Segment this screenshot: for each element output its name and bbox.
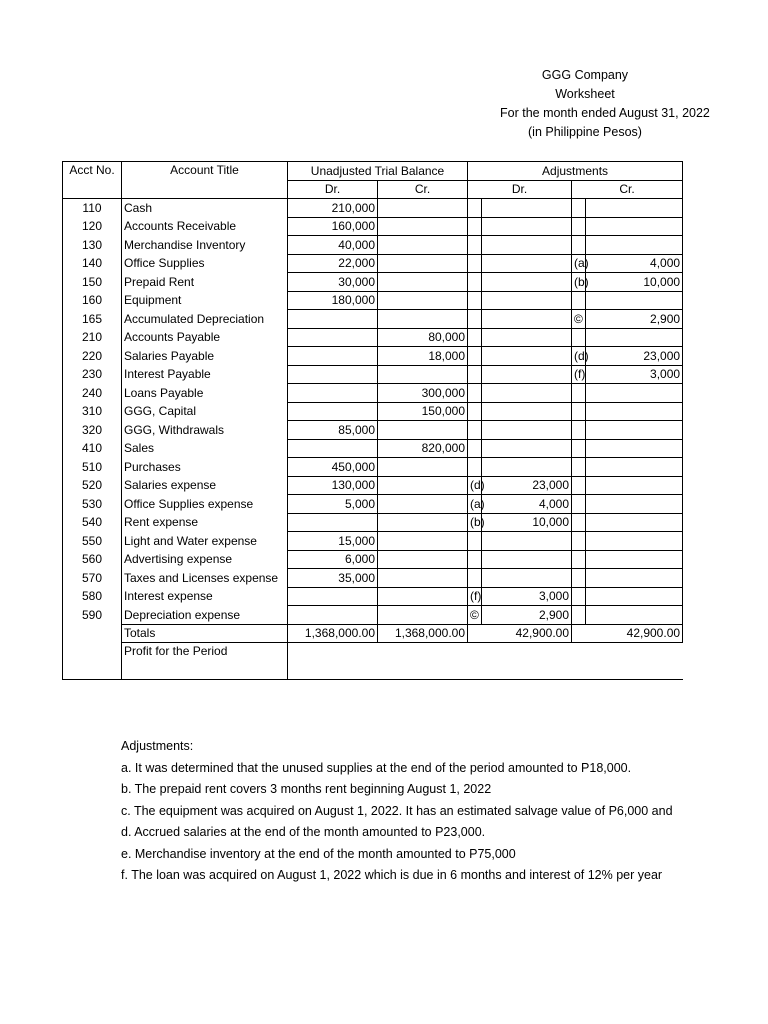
adj-credit <box>586 421 683 440</box>
adj-debit-ref: © <box>468 606 482 625</box>
adj-debit <box>482 328 572 347</box>
table-row <box>63 513 683 532</box>
total-adj-debit: 42,900.00 <box>468 624 572 643</box>
adj-debit <box>482 550 572 569</box>
account-title: Purchases <box>122 458 288 477</box>
adj-credit-ref: (f) <box>572 365 586 384</box>
adj-credit <box>586 402 683 421</box>
utb-credit <box>378 476 468 495</box>
utb-credit: 300,000 <box>378 384 468 403</box>
adj-debit: 23,000 <box>482 476 572 495</box>
adj-credit-ref <box>572 328 586 347</box>
adj-credit-ref <box>572 402 586 421</box>
account-number: 570 <box>63 569 122 588</box>
adj-credit-ref <box>572 384 586 403</box>
adjustment-note-c: c. The equipment was acquired on August 1, 2022. It has an estimated salvage value of P6,000 and <box>121 803 673 818</box>
adj-debit: 10,000 <box>482 513 572 532</box>
adj-credit: 2,900 <box>586 310 683 329</box>
account-title: Sales <box>122 439 288 458</box>
account-title: Prepaid Rent <box>122 273 288 292</box>
utb-credit <box>378 532 468 551</box>
account-number: 160 <box>63 291 122 310</box>
adj-debit <box>482 384 572 403</box>
account-number: 590 <box>63 606 122 625</box>
utb-debit <box>288 402 378 421</box>
adj-debit <box>482 402 572 421</box>
account-number: 150 <box>63 273 122 292</box>
utb-credit <box>378 421 468 440</box>
adj-debit-ref <box>468 532 482 551</box>
account-title: Accounts Receivable <box>122 217 288 236</box>
adj-credit-ref <box>572 458 586 477</box>
utb-debit <box>288 606 378 625</box>
account-number: 560 <box>63 550 122 569</box>
adj-credit-ref <box>572 439 586 458</box>
utb-credit <box>378 606 468 625</box>
acct-no-header: Acct No. <box>63 162 122 199</box>
adj-credit <box>586 458 683 477</box>
utb-credit <box>378 254 468 273</box>
utb-debit <box>288 513 378 532</box>
adj-debit-ref <box>468 310 482 329</box>
adj-dr-header: Dr. <box>468 180 572 199</box>
table-row <box>63 495 683 514</box>
table-row <box>63 254 683 273</box>
adj-credit <box>586 587 683 606</box>
utb-debit <box>288 310 378 329</box>
profit-label: Profit for the Period <box>122 643 288 680</box>
totals-acct-blank <box>63 624 122 643</box>
account-title: Interest Payable <box>122 365 288 384</box>
utb-debit: 5,000 <box>288 495 378 514</box>
adj-cr-header: Cr. <box>572 180 683 199</box>
account-title: Office Supplies expense <box>122 495 288 514</box>
account-title: Taxes and Licenses expense <box>122 569 288 588</box>
table-row <box>63 476 683 495</box>
account-title: Salaries Payable <box>122 347 288 366</box>
account-title: Merchandise Inventory <box>122 236 288 255</box>
adj-credit-ref: (b) <box>572 273 586 292</box>
account-title: GGG, Capital <box>122 402 288 421</box>
adj-debit <box>482 439 572 458</box>
adj-debit <box>482 310 572 329</box>
account-number: 120 <box>63 217 122 236</box>
utb-debit <box>288 587 378 606</box>
adj-debit-ref <box>468 328 482 347</box>
account-title: Cash <box>122 199 288 218</box>
adjustment-note-d: d. Accrued salaries at the end of the month amounted to P23,000. <box>121 825 486 839</box>
adj-credit-ref <box>572 291 586 310</box>
utb-credit <box>378 291 468 310</box>
table-row <box>63 550 683 569</box>
utb-dr-header: Dr. <box>288 180 378 199</box>
adj-credit-ref <box>572 532 586 551</box>
adj-credit-ref: © <box>572 310 586 329</box>
table-row <box>63 199 683 218</box>
utb-debit <box>288 439 378 458</box>
adj-credit-ref <box>572 199 586 218</box>
adj-debit: 2,900 <box>482 606 572 625</box>
utb-credit <box>378 217 468 236</box>
adj-debit <box>482 569 572 588</box>
adj-credit <box>586 439 683 458</box>
account-number: 520 <box>63 476 122 495</box>
worksheet-header <box>500 66 710 142</box>
adj-debit-ref <box>468 217 482 236</box>
table-row <box>63 532 683 551</box>
utb-credit: 150,000 <box>378 402 468 421</box>
adj-credit <box>586 291 683 310</box>
utb-debit: 22,000 <box>288 254 378 273</box>
adj-credit-ref <box>572 495 586 514</box>
adjustments-heading: Adjustments: <box>121 739 194 753</box>
adj-credit <box>586 476 683 495</box>
account-number: 140 <box>63 254 122 273</box>
account-number: 210 <box>63 328 122 347</box>
adj-credit <box>586 606 683 625</box>
utb-credit <box>378 199 468 218</box>
adj-credit <box>586 495 683 514</box>
adjustment-note-f: f. The loan was acquired on August 1, 2022 which is due in 6 months and interest of 12% per year <box>121 868 663 882</box>
utb-debit: 130,000 <box>288 476 378 495</box>
totals-label: Totals <box>122 624 288 643</box>
adj-debit-ref <box>468 347 482 366</box>
utb-debit: 85,000 <box>288 421 378 440</box>
adj-debit-ref <box>468 236 482 255</box>
adj-debit <box>482 236 572 255</box>
table-row <box>63 236 683 255</box>
utb-debit: 15,000 <box>288 532 378 551</box>
adj-debit <box>482 458 572 477</box>
adj-credit <box>586 236 683 255</box>
table-row <box>63 569 683 588</box>
adj-debit <box>482 532 572 551</box>
adj-debit-ref <box>468 421 482 440</box>
adj-credit <box>586 569 683 588</box>
adj-debit-ref <box>468 291 482 310</box>
adj-debit-ref <box>468 402 482 421</box>
utb-credit <box>378 365 468 384</box>
account-number: 540 <box>63 513 122 532</box>
adj-credit <box>586 199 683 218</box>
adjustment-note-e: e. Merchandise inventory at the end of the month amounted to P75,000 <box>121 846 516 861</box>
account-title-header: Account Title <box>122 162 288 199</box>
adj-credit-ref <box>572 476 586 495</box>
table-row <box>63 310 683 329</box>
adj-debit-ref <box>468 254 482 273</box>
adj-credit-ref <box>572 236 586 255</box>
total-utb-credit: 1,368,000.00 <box>378 624 468 643</box>
adj-debit <box>482 347 572 366</box>
adj-credit-ref <box>572 513 586 532</box>
adj-debit-ref: (b) <box>468 513 482 532</box>
adj-credit-ref <box>572 587 586 606</box>
account-number: 240 <box>63 384 122 403</box>
adj-debit: 3,000 <box>482 587 572 606</box>
table-row <box>63 273 683 292</box>
table-row <box>63 217 683 236</box>
adj-credit <box>586 384 683 403</box>
account-number: 110 <box>63 199 122 218</box>
adj-debit-ref: (a) <box>468 495 482 514</box>
table-row <box>63 347 683 366</box>
account-title: Equipment <box>122 291 288 310</box>
utb-debit: 35,000 <box>288 569 378 588</box>
worksheet-title: Worksheet <box>555 87 615 101</box>
utb-cr-header: Cr. <box>378 180 468 199</box>
account-number: 550 <box>63 532 122 551</box>
account-title: Loans Payable <box>122 384 288 403</box>
adj-credit <box>586 217 683 236</box>
adj-debit-ref <box>468 273 482 292</box>
account-number: 410 <box>63 439 122 458</box>
account-number: 580 <box>63 587 122 606</box>
adjustments-notes <box>121 736 673 887</box>
utb-credit: 820,000 <box>378 439 468 458</box>
account-number: 230 <box>63 365 122 384</box>
account-title: Salaries expense <box>122 476 288 495</box>
table-row <box>63 328 683 347</box>
adj-debit <box>482 365 572 384</box>
utb-debit: 160,000 <box>288 217 378 236</box>
utb-debit: 210,000 <box>288 199 378 218</box>
account-title: Accounts Payable <box>122 328 288 347</box>
utb-debit: 450,000 <box>288 458 378 477</box>
adj-debit-ref <box>468 365 482 384</box>
adj-debit <box>482 421 572 440</box>
utb-debit <box>288 347 378 366</box>
adj-credit-ref <box>572 421 586 440</box>
adj-credit <box>586 550 683 569</box>
account-title: Light and Water expense <box>122 532 288 551</box>
profit-acct-blank <box>63 643 122 680</box>
utb-credit <box>378 458 468 477</box>
adj-debit <box>482 254 572 273</box>
profit-values-blank <box>288 643 683 680</box>
adj-debit <box>482 291 572 310</box>
account-title: Office Supplies <box>122 254 288 273</box>
total-utb-debit: 1,368,000.00 <box>288 624 378 643</box>
account-number: 310 <box>63 402 122 421</box>
adj-credit-ref <box>572 569 586 588</box>
adj-credit: 3,000 <box>586 365 683 384</box>
total-adj-credit: 42,900.00 <box>572 624 683 643</box>
utb-debit: 180,000 <box>288 291 378 310</box>
worksheet-table <box>62 161 683 680</box>
utb-debit: 30,000 <box>288 273 378 292</box>
adj-debit <box>482 273 572 292</box>
table-row <box>63 402 683 421</box>
utb-credit <box>378 569 468 588</box>
table-row <box>63 439 683 458</box>
adj-credit-ref <box>572 550 586 569</box>
utb-credit <box>378 495 468 514</box>
utb-credit: 18,000 <box>378 347 468 366</box>
table-row <box>63 291 683 310</box>
company-name: GGG Company <box>541 68 629 82</box>
adj-credit-ref <box>572 606 586 625</box>
account-title: Advertising expense <box>122 550 288 569</box>
utb-credit: 80,000 <box>378 328 468 347</box>
adj-debit-ref <box>468 550 482 569</box>
account-title: Accumulated Depreciation <box>122 310 288 329</box>
adj-credit <box>586 513 683 532</box>
utb-credit <box>378 550 468 569</box>
adj-credit: 4,000 <box>586 254 683 273</box>
table-row <box>63 365 683 384</box>
account-number: 220 <box>63 347 122 366</box>
utb-credit <box>378 236 468 255</box>
adj-debit-ref <box>468 458 482 477</box>
worksheet-currency: (in Philippine Pesos) <box>528 125 642 139</box>
account-number: 510 <box>63 458 122 477</box>
table-row <box>63 458 683 477</box>
adj-debit-ref <box>468 199 482 218</box>
utb-credit <box>378 273 468 292</box>
utb-debit <box>288 384 378 403</box>
account-number: 165 <box>63 310 122 329</box>
account-title: Depreciation expense <box>122 606 288 625</box>
adj-debit-ref <box>468 569 482 588</box>
table-row <box>63 606 683 625</box>
utb-debit: 6,000 <box>288 550 378 569</box>
utb-credit <box>378 513 468 532</box>
table-row <box>63 421 683 440</box>
account-number: 320 <box>63 421 122 440</box>
utb-credit <box>378 587 468 606</box>
totals-row <box>63 624 683 643</box>
adjustment-note-a: a. It was determined that the unused supplies at the end of the period amounted to P18,000. <box>121 760 632 775</box>
utb-debit: 40,000 <box>288 236 378 255</box>
adj-debit-ref <box>468 439 482 458</box>
table-row <box>63 384 683 403</box>
header-row-1 <box>63 162 683 181</box>
table-row <box>63 587 683 606</box>
adj-debit <box>482 199 572 218</box>
adj-debit-ref <box>468 384 482 403</box>
adjustments-header: Adjustments <box>468 162 683 181</box>
account-title: Interest expense <box>122 587 288 606</box>
adj-debit-ref: (d) <box>468 476 482 495</box>
account-number: 130 <box>63 236 122 255</box>
account-title: GGG, Withdrawals <box>122 421 288 440</box>
worksheet-table-container <box>62 161 681 680</box>
adjustment-note-b: b. The prepaid rent covers 3 months rent beginning August 1, 2022 <box>121 782 492 796</box>
adj-debit: 4,000 <box>482 495 572 514</box>
adj-debit <box>482 217 572 236</box>
utb-header: Unadjusted Trial Balance <box>288 162 468 181</box>
adj-credit: 10,000 <box>586 273 683 292</box>
account-title: Rent expense <box>122 513 288 532</box>
adj-credit-ref: (a) <box>572 254 586 273</box>
utb-debit <box>288 328 378 347</box>
account-number: 530 <box>63 495 122 514</box>
adj-credit: 23,000 <box>586 347 683 366</box>
adj-credit-ref: (d) <box>572 347 586 366</box>
worksheet-period: For the month ended August 31, 2022 <box>500 106 710 120</box>
adj-credit-ref <box>572 217 586 236</box>
utb-debit <box>288 365 378 384</box>
utb-credit <box>378 310 468 329</box>
adj-credit <box>586 532 683 551</box>
adj-credit <box>586 328 683 347</box>
profit-row <box>63 643 683 680</box>
adj-debit-ref: (f) <box>468 587 482 606</box>
